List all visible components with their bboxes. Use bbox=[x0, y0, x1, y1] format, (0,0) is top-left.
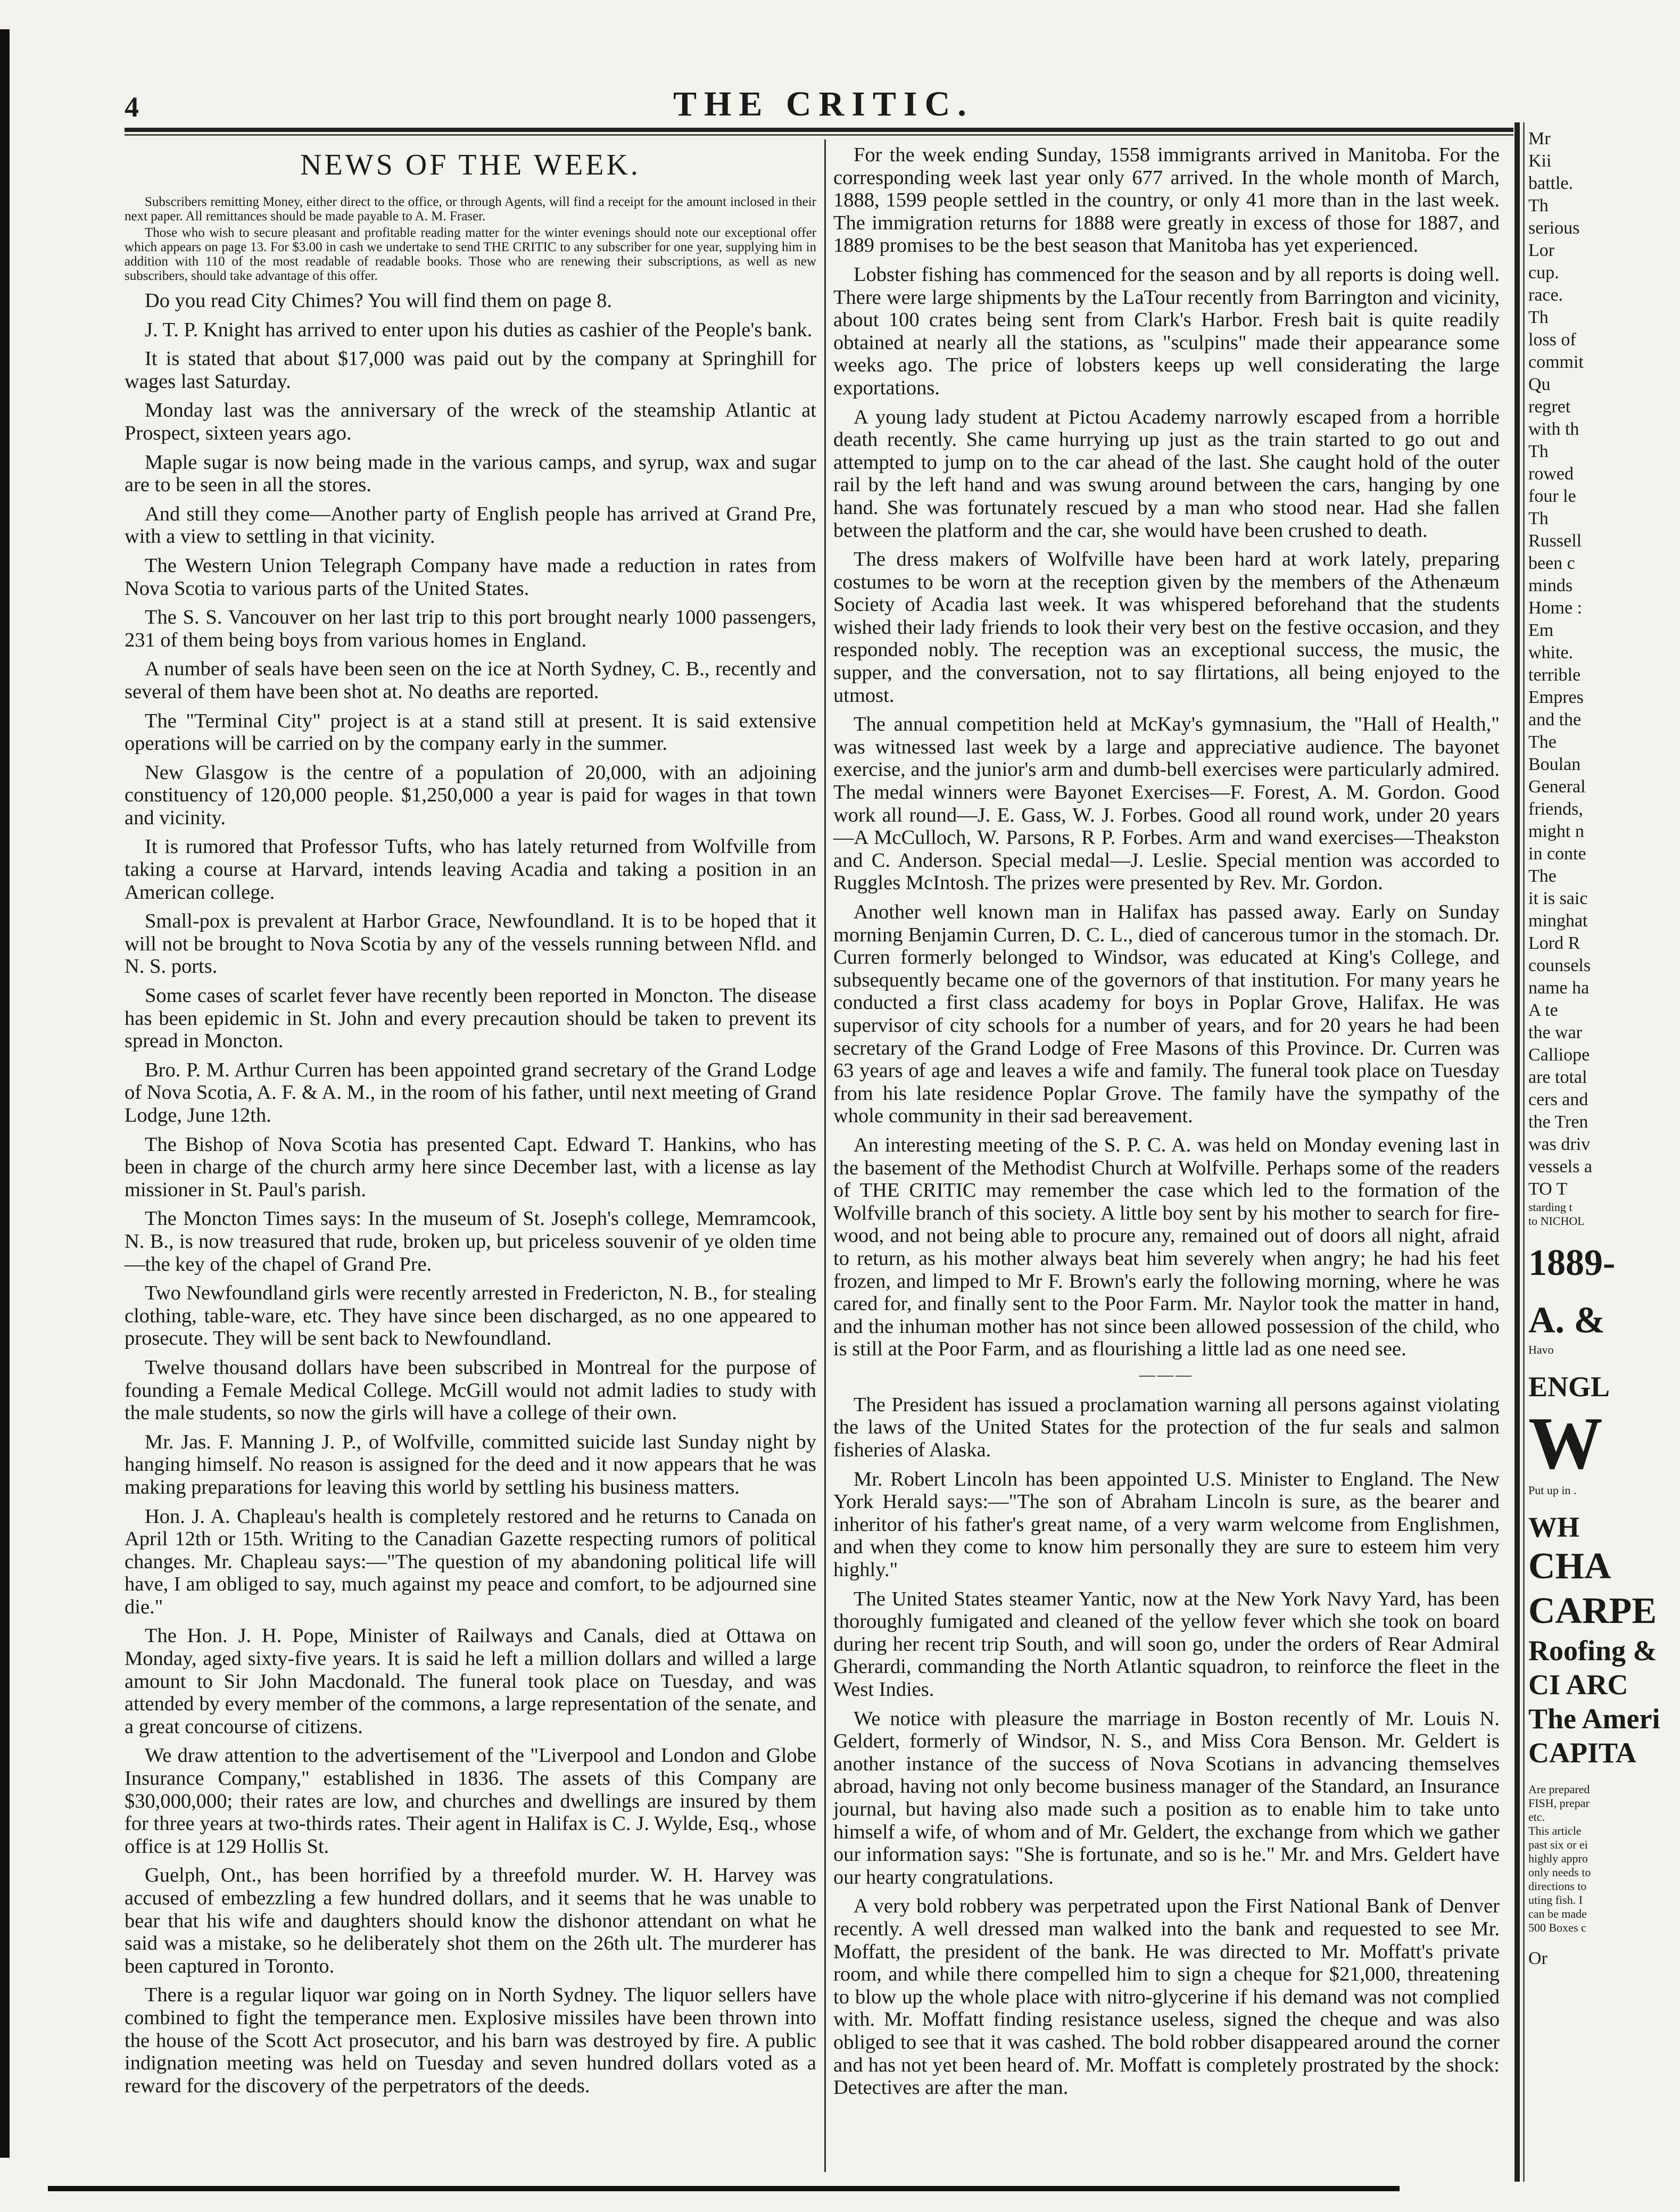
fragment-text: Th bbox=[1528, 196, 1549, 216]
news-item: Twelve thousand dollars have been subscribed in Montreal for the purpose of founding a Female Medical College. McGill would not admit ladies to study with the male students, so now the girls will have a college of their own. bbox=[125, 1356, 816, 1424]
fragment-text: with th bbox=[1528, 419, 1579, 439]
column-left bbox=[125, 144, 816, 2103]
fragment-text: it is saic bbox=[1528, 889, 1588, 908]
news-item: Maple sugar is now being made in the various camps, and syrup, wax and sugar are to be seen in all the stores. bbox=[125, 451, 816, 496]
news-item: Guelph, Ont., has been horrified by a threefold murder. W. H. Harvey was accused of embezzling a few hundred dollars, and it seems that he was unable to bear that his wife and daughters should know the dishonor attendant on what he said was a mistake, so he deliberately shot them on the 26th ult. The murderer has been captured in Toronto. bbox=[125, 1864, 816, 1977]
fragment-spacer bbox=[1528, 1357, 1680, 1370]
fragment-spacer bbox=[1528, 1286, 1680, 1298]
fragment-text: white. bbox=[1528, 643, 1574, 662]
fragment-text: FISH, prepar bbox=[1528, 1796, 1590, 1810]
news-item: The Hon. J. H. Pope, Minister of Railways and Canals, died at Ottawa on Monday, aged sixty-five years. It is said he left a million dollars and willed a large amount to Sir John Macdonald. The funeral took place on Tuesday, and was attended by every member of the commons, a large representation of the senate, and a great concourse of citizens. bbox=[125, 1625, 816, 1738]
fragment-text: Mr bbox=[1528, 129, 1551, 148]
news-item: Two Newfoundland girls were recently arrested in Fredericton, N. B., for stealing clothing, table-ware, etc. They have since been discharged, as no one appeared to prosecute. They will be sent back to Newfoundland. bbox=[125, 1282, 816, 1350]
fragment-text: Havo bbox=[1528, 1343, 1554, 1356]
fragment-text: A te bbox=[1528, 1000, 1558, 1020]
fragment-text: rowed bbox=[1528, 464, 1574, 484]
fragment-text: directions to bbox=[1528, 1879, 1587, 1893]
fragment-text: highly appro bbox=[1528, 1852, 1588, 1865]
fragment-spacer bbox=[1528, 1228, 1680, 1241]
fragment-text: 500 Boxes c bbox=[1528, 1921, 1586, 1934]
fragment-text: past six or ei bbox=[1528, 1838, 1588, 1851]
fragment-text: cup. bbox=[1528, 263, 1559, 283]
news-item: It is stated that about $17,000 was paid out by the company at Springhill for wages last Saturday. bbox=[125, 347, 816, 393]
fragment-text: Home : bbox=[1528, 598, 1583, 618]
news-item: Another well known man in Halifax has passed away. Early on Sunday morning Benjamin Curren, D. C. L., died of cancerous tumor in the stomach. Dr. Curren formerly belonged to Windsor, was educated at King's College, and subsequently became one of the governors of that institution. For many years he conducted a first class academy for boys in Poplar Grove, Halifax. He was supervisor of city schools for a number of years, and for 20 years he had been secretary of the Grand Lodge of Free Masons of this Province. Dr. Curren was 63 years of age and leaves a wife and family. The funeral took place on Tuesday from his late residence Poplar Grove. The family have the sympathy of the whole community in their sad bereavement. bbox=[833, 901, 1500, 1128]
news-item: Small-pox is prevalent at Harbor Grace, Newfoundland. It is to be hoped that it will not be brought to Nova Scotia by any of the vessels running between Nfld. and N. S. ports. bbox=[125, 910, 816, 978]
page-gutter-rule bbox=[1515, 122, 1520, 2182]
fragment-text: loss of bbox=[1528, 330, 1576, 350]
column-right-articles-top bbox=[833, 144, 1500, 1361]
page-number: 4 bbox=[125, 91, 139, 123]
fragment-text: CI ARC bbox=[1528, 1669, 1628, 1701]
news-item: The Moncton Times says: In the museum of St. Joseph's college, Memramcook, N. B., is now treasured that rude, broken up, but priceless souvenir of ye olden time—the key of the chapel of Grand Pre. bbox=[125, 1207, 816, 1275]
news-item: The United States steamer Yantic, now at the New York Navy Yard, has been thoroughly fumigated and cleaned of the yellow fever which she took on board during her recent trip South, and will soon go, under the orders of Rear Admiral Gherardi, commanding the North Atlantic squadron, to reinforce the fleet in the West Indies. bbox=[833, 1587, 1500, 1701]
fragment-text: to NICHOL bbox=[1528, 1214, 1585, 1228]
fragment-text: minds bbox=[1528, 576, 1573, 595]
news-item: J. T. P. Knight has arrived to enter upon his duties as cashier of the People's bank. bbox=[145, 318, 813, 341]
fragment-text: Th bbox=[1528, 509, 1549, 528]
fragment-text: Kii bbox=[1528, 151, 1552, 171]
fragment-text: battle. bbox=[1528, 173, 1574, 193]
fragment-text: CHA bbox=[1528, 1546, 1611, 1587]
fragment-text: Or bbox=[1528, 1949, 1547, 1968]
news-item: We draw attention to the advertisement of the "Liverpool and London and Globe Insurance Company," established in 1836. The assets of this Company are $30,000,000; their rates are low, and churches and dwellings are insured by them for three years at two-thirds rates. Their agent in Halifax is C. J. Wylde, Esq., whose office is at 129 Hollis St. bbox=[125, 1744, 816, 1858]
fragment-text: vessels a bbox=[1528, 1157, 1592, 1177]
news-item: Mr. Robert Lincoln has been appointed U.S. Minister to England. The New York Herald says:—"The son of Abraham Lincoln is sure, as the bearer and inheritor of his father's great name, of a very warm welcome from Englishmen, and when they come to know him personally they are sure to esteem him very highly." bbox=[833, 1468, 1500, 1581]
fragment-text: Roofing & bbox=[1528, 1635, 1657, 1667]
news-item: We notice with pleasure the marriage in Boston recently of Mr. Louis N. Geldert, formerly of Windsor, N. S., and Miss Cora Benson. Mr. Geldert is another instance of the success of Nova Scotians in advancing themselves abroad, having not only become business manager of the Standard, an Insurance journal, but having also made such a position as to enable him to take unto himself a wife, of whom and of Mr. Geldert, the exchange from which we gather our information says: "She is fortunate, and so is he." Mr. and Mrs. Geldert have our hearty congratulations. bbox=[833, 1707, 1500, 1888]
fragment-text: Put up in . bbox=[1528, 1484, 1577, 1497]
fragment-text: W bbox=[1528, 1402, 1603, 1485]
fragment-text: The bbox=[1528, 732, 1557, 752]
page-gutter-rule-thin bbox=[1523, 122, 1525, 2182]
fragment-text: and the bbox=[1528, 710, 1582, 730]
fragment-text: The Ameri bbox=[1528, 1703, 1660, 1735]
fragment-text: counsels bbox=[1528, 956, 1591, 975]
left-margin-rule bbox=[0, 29, 10, 2158]
news-item: It is rumored that Professor Tufts, who has lately returned from Wolfville from taking a course at Harvard, intends leaving Acadia and taking a position in an American college. bbox=[125, 835, 816, 904]
column-right-articles-bottom bbox=[833, 1394, 1500, 2099]
fragment-text: commit bbox=[1528, 352, 1584, 372]
fragment-text: Qu bbox=[1528, 375, 1551, 394]
fragment-text: CAPITA bbox=[1528, 1737, 1637, 1769]
fragment-text: serious bbox=[1528, 218, 1580, 238]
news-item: Mr. Jas. F. Manning J. P., of Wolfville, committed suicide last Sunday night by hanging himself. No reason is assigned for the deed and it now appears that he was making preparations for leaving this world by settling his business matters. bbox=[125, 1430, 816, 1498]
news-item: There is a regular liquor war going on in North Sydney. The liquor sellers have combined to fight the temperance men. Explosive missiles have been thrown into the house of the Scott Act prosecutor, and his barn was destroyed by fire. A public indignation meeting was held on Tuesday and seven hundred dollars voted as a reward for the discovery of the perpetrators of the deeds. bbox=[125, 1984, 816, 2097]
fragment-text: race. bbox=[1528, 285, 1563, 305]
subscriber-notice: Subscribers remitting Money, either direct to the office, or through Agents, will find a receipt for the amount inclosed in their next paper. All remittances should be made payable to A. M. Fraser. bbox=[125, 195, 816, 223]
fragment-text: in conte bbox=[1528, 844, 1586, 864]
news-item: A very bold robbery was perpetrated upon the First National Bank of Denver recently. A well dressed man walked into the bank and requested to see Mr. Moffatt, the president of the bank. He was directed to Mr. Moffatt's private room, and while there compelled him to sign a cheque for $21,000, threatening to blow up the whole place with nitro-glycerine if his demand was not complied with. Mr. Moffatt finding resistance useless, signed the cheque and was also obliged to see that it was cashed. The bold robber disappeared around the corner and has not yet been heard of. Mr. Moffatt is completely prostrated by the shock: Detectives are after the man. bbox=[833, 1895, 1500, 2099]
article-divider: ——— bbox=[1139, 1365, 1194, 1383]
fragment-text: CARPE bbox=[1528, 1590, 1657, 1631]
fragment-text: cers and bbox=[1528, 1090, 1588, 1109]
fragment-text: Boulan bbox=[1528, 755, 1581, 774]
fragment-text: regret bbox=[1528, 397, 1571, 417]
column-separator bbox=[824, 139, 826, 2172]
subscriber-notice: Those who wish to secure pleasant and profitable reading matter for the winter evenings should note our exceptional offer which appears on page 13. For $3.00 in cash we undertake to send THE CRITIC to any subscriber for one year, supplying him in addition with 110 of the most readable of readable books. Those who are renewing their subscriptions, as well as new subscribers, should take advantage of this offer. bbox=[125, 226, 816, 283]
fragment-spacer bbox=[1528, 1935, 1680, 1948]
news-item: The President has issued a proclamation warning all persons against violating the laws of the United States for the protection of the fur seals and salmon fisheries of Alaska. bbox=[833, 1393, 1500, 1462]
masthead-title: THE CRITIC. bbox=[673, 85, 974, 123]
fragment-text: A. & bbox=[1528, 1300, 1605, 1341]
news-item: The S. S. Vancouver on her last trip to this port brought nearly 1000 passengers, 231 of them being boys from various homes in England. bbox=[125, 606, 816, 651]
fragment-spacer bbox=[1528, 1497, 1680, 1510]
news-item: Monday last was the anniversary of the wreck of the steamship Atlantic at Prospect, sixteen years ago. bbox=[125, 399, 816, 444]
subscriber-notices bbox=[125, 195, 816, 283]
fragment-text: etc. bbox=[1528, 1810, 1545, 1824]
news-item: Bro. P. M. Arthur Curren has been appointed grand secretary of the Grand Lodge of Nova Scotia, A. F. & A. M., in the room of his father, until next meeting of Grand Lodge, June 12th. bbox=[125, 1058, 816, 1126]
fragment-text: ENGL bbox=[1528, 1371, 1610, 1403]
fragment-text: was driv bbox=[1528, 1134, 1591, 1154]
fragment-text: Th bbox=[1528, 308, 1549, 327]
fragment-text: 1889- bbox=[1528, 1242, 1616, 1283]
news-item: A young lady student at Pictou Academy narrowly escaped from a horrible death recently. She came hurrying up just as the train started to go out and attempted to jump on to the car ahead of the last. She caught hold of the outer rail by the left hand and was swung around between the cars, hanging by one hand. She was fortunately rescued by a man who stood near. Had she fallen between the platform and the car, she would have been crushed to death. bbox=[833, 405, 1500, 542]
fragment-text: Russell bbox=[1528, 531, 1582, 551]
fragment-text: Calliope bbox=[1528, 1045, 1590, 1065]
fragment-text: Empres bbox=[1528, 687, 1584, 707]
fragment-text: are total bbox=[1528, 1067, 1587, 1087]
fragment-text: Th bbox=[1528, 442, 1549, 461]
news-item: New Glasgow is the centre of a population of 20,000, with an adjoining constituency of 120,000 people. $1,250,000 a year is paid for wages in that town and vicinity. bbox=[125, 761, 816, 829]
column-right bbox=[833, 144, 1500, 2106]
news-item: For the week ending Sunday, 1558 immigrants arrived in Manitoba. For the corresponding week last year only 677 arrived. In the whole month of March, 1888, 1599 people settled in the country, or only 41 more than in the last week. The immigration returns for 1888 were greatly in excess of those for 1887, and 1889 promises to be the best season that Manitoba has yet experienced. bbox=[833, 144, 1500, 257]
news-item: The dress makers of Wolfville have been hard at work lately, preparing costumes to be worn at the reception given by the members of the Athenæum Society of Acadia last week. It was whispered beforehand that the students wished their lady friends to look their very best on the festive occasion, and they responded nobly. The reception was an exceptional success, the music, the supper, and the conversation, not to say flirtations, all being enjoyed to the utmost. bbox=[833, 548, 1500, 707]
news-item: The "Terminal City" project is at a stand still at present. It is said extensive operations will be carried on by the company early in the summer. bbox=[125, 709, 816, 755]
news-item: Do you read City Chimes? You will find them on page 8. bbox=[145, 289, 612, 312]
column-left-articles bbox=[125, 289, 816, 2097]
fragment-text: Are prepared bbox=[1528, 1783, 1590, 1796]
fragment-text: terrible bbox=[1528, 665, 1581, 685]
fragment-text: name ha bbox=[1528, 978, 1590, 998]
adjacent-page-fragment bbox=[1528, 128, 1680, 2203]
news-item: A number of seals have been seen on the ice at North Sydney, C. B., recently and several of them have been shot at. No deaths are reported. bbox=[125, 658, 816, 703]
fragment-text: uting fish. I bbox=[1528, 1893, 1583, 1907]
header-rule bbox=[125, 128, 1513, 132]
fragment-text: friends, bbox=[1528, 799, 1583, 819]
news-item: The annual competition held at McKay's gymnasium, the "Hall of Health," was witnessed last week by a large and appreciative audience. The bayonet exercise, and the junior's arm and dumb-bell exercises were particularly admired. The medal winners were Bayonet Exercises—F. Forest, A. M. Gordon. Good work all round—J. E. Gass, W. J. Forbes. Good all round work, under 20 years—A McCulloch, W. Parsons, R P. Forbes. Arm and wand exercises—Theakston and C. Anderson. Special medal—J. Leslie. Special mention was accorded to Ruggles McIntosh. The prizes were presented by Rev. Mr. Gordon. bbox=[833, 713, 1500, 894]
fragment-text: the war bbox=[1528, 1023, 1583, 1042]
fragment-text: might n bbox=[1528, 822, 1584, 841]
fragment-text: This article bbox=[1528, 1824, 1582, 1837]
fragment-text: The bbox=[1528, 866, 1557, 886]
news-item: The Bishop of Nova Scotia has presented Capt. Edward T. Hankins, who has been in charge of the church army here since December last, with a license as lay missioner in St. Paul's parish. bbox=[125, 1133, 816, 1201]
fragment-text: starding t bbox=[1528, 1200, 1573, 1214]
fragment-text: been c bbox=[1528, 553, 1575, 573]
fragment-text: TO T bbox=[1528, 1179, 1568, 1199]
fragment-text: WH bbox=[1528, 1511, 1580, 1543]
fragment-text: Em bbox=[1528, 620, 1554, 640]
header-rule-thin bbox=[125, 134, 1513, 136]
fragment-spacer bbox=[1528, 1770, 1680, 1783]
news-item: Lobster fishing has commenced for the season and by all reports is doing well. There were large shipments by the LaTour recently from Barrington and vicinity, about 100 crates being sent from Clark's Harbor. Fresh bait is quite readily obtained at nearly all the stations, as "sculpins" made their appearance some weeks ago. The price of lobsters keeps up well considerating the large exportations. bbox=[833, 263, 1500, 399]
fragment-text: can be made bbox=[1528, 1907, 1587, 1920]
fragment-text: Lor bbox=[1528, 241, 1555, 260]
fragment-text: the Tren bbox=[1528, 1112, 1588, 1132]
fragment-text: four le bbox=[1528, 486, 1576, 506]
fragment-text: General bbox=[1528, 777, 1586, 797]
section-title: NEWS OF THE WEEK. bbox=[300, 148, 641, 181]
news-item: Hon. J. A. Chapleau's health is completely restored and he returns to Canada on April 12th or 15th. Writing to the Canadian Gazette respecting rumors of political changes. Mr. Chapleau says:—"The question of my abandoning political life will have, I am obliged to say, much against my peace and comfort, to be adjourned sine die." bbox=[125, 1505, 816, 1618]
fragment-text: only needs to bbox=[1528, 1866, 1591, 1879]
fragment-text: minghat bbox=[1528, 911, 1588, 931]
news-item: And still they come—Another party of English people has arrived at Grand Pre, with a view to settling in that vicinity. bbox=[125, 502, 816, 548]
news-item: An interesting meeting of the S. P. C. A. was held on Monday evening last in the basement of the Methodist Church at Wolfville. Perhaps some of the readers of THE CRITIC may remember the case which led to the formation of the Wolfville branch of this society. A little boy sent by his mother to search for fire-wood, and not being able to procure any, remained out of doors all night, afraid to return, as his mother always beat him severely when angry; he had his feet frozen, and limped to Mr F. Brown's early the following morning, where he was cared for, and finally sent to the Poor Farm. Mr. Naylor took the matter in hand, and the inhuman mother has not since been allowed possession of the child, who is still at the Poor Farm, and as flourishing a little lad as one need see. bbox=[833, 1133, 1500, 1361]
news-item: Some cases of scarlet fever have recently been reported in Moncton. The disease has been epidemic in St. John and every precaution should be taken to prevent its spread in Moncton. bbox=[125, 984, 816, 1053]
fragment-text: Lord R bbox=[1528, 933, 1580, 953]
news-item: The Western Union Telegraph Company have made a reduction in rates from Nova Scotia to various parts of the United States. bbox=[125, 554, 816, 600]
footer-rule bbox=[48, 2186, 1400, 2191]
